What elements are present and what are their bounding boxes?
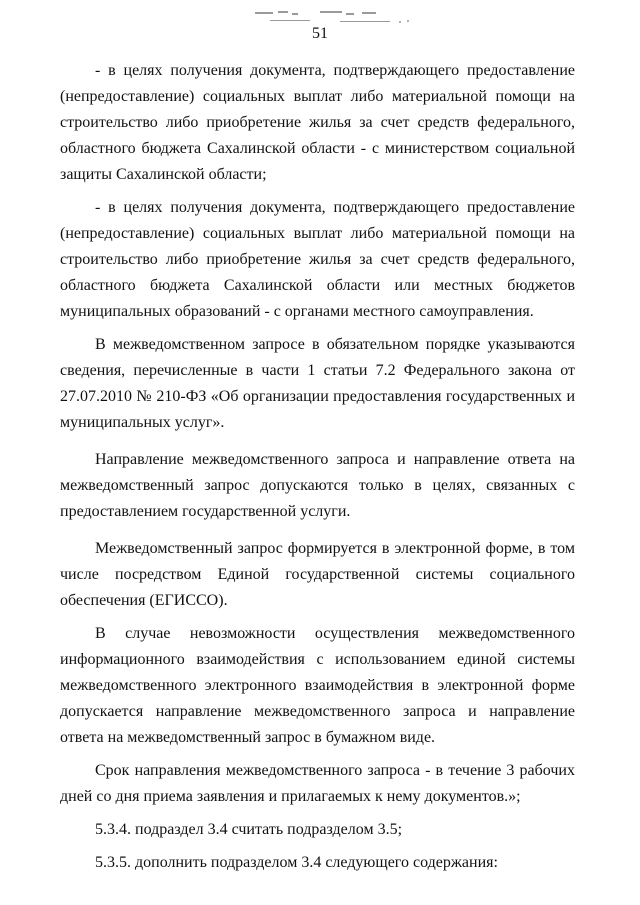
paragraph-local-government-request: - в целях получения документа, подтверждающего предоставление (непредоставление) социальных выплат либо материальной помощи на строительство либо приобретение жилья за счет средств федерального, областного бюджета Сахалинской области или местных бюджетов муниципальных образований - с органами местного самоуправления.	[60, 199, 575, 320]
paragraph-request-contents: В межведомственном запросе в обязательном порядке указываются сведения, перечисленные в части 1 статьи 7.2 Федерального закона от 27.07.2010 № 210-ФЗ «Об организации предоставления государственных и муниципальных услуг».	[60, 336, 575, 431]
paragraph-paper-form: В случае невозможности осуществления межведомственного информационного взаимодействия с использованием единой системы межведомственного электронного взаимодействия в электронной форме допускается направление межведомственного запроса и направление ответа на межведомственный запрос в бумажном виде.	[60, 625, 575, 746]
paragraph-clause-5-3-5: 5.3.5. дополнить подразделом 3.4 следующего содержания:	[95, 854, 498, 871]
page-number: 51	[312, 25, 328, 42]
paragraph-clause-5-3-4: 5.3.4. подраздел 3.4 считать подразделом 3.5;	[95, 821, 403, 838]
document-body	[60, 58, 575, 876]
paragraph-electronic-form: Межведомственный запрос формируется в электронной форме, в том числе посредством Единой государственной системы социального обеспечения (ЕГИССО).	[60, 540, 575, 609]
paragraph-ministry-request: - в целях получения документа, подтверждающего предоставление (непредоставление) социальных выплат либо материальной помощи на строительство либо приобретение жилья за счет средств федерального, областного бюджета Сахалинской области - с министерством социальной защиты Сахалинской области;	[60, 62, 575, 183]
paragraph-request-deadline: Срок направления межведомственного запроса - в течение 3 рабочих дней со дня приема заявления и прилагаемых к нему документов.»;	[60, 762, 575, 805]
paragraph-request-purpose: Направление межведомственного запроса и направление ответа на межведомственный запрос допускаются только в целях, связанных с предоставлением государственной услуги.	[60, 451, 575, 520]
